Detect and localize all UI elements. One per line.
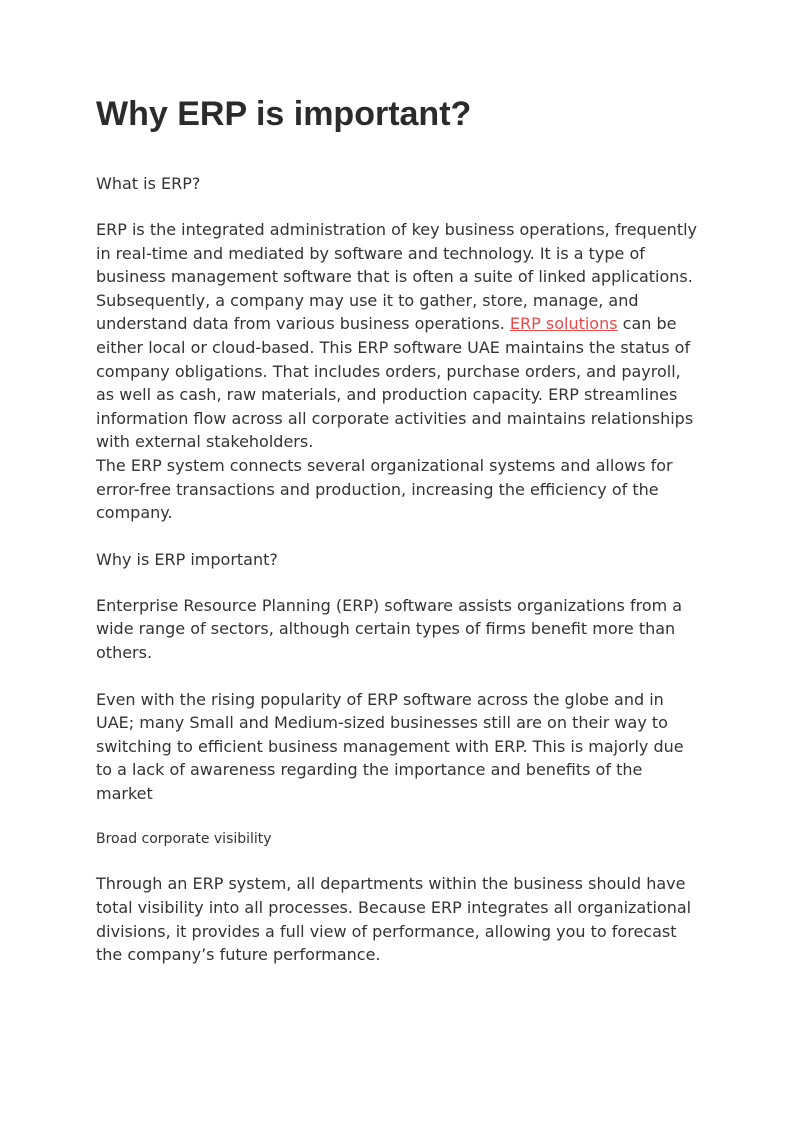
section-heading-what-is-erp: What is ERP? — [96, 174, 201, 193]
paragraph-visibility: Through an ERP system, all departments within the business should have total visibility into all processes. Because ERP integrates all organizational divisions, it provides a full view of performance, allowing you to forecast the company’s future performance. — [96, 874, 692, 965]
section-heading-why-erp: Why is ERP important? — [96, 549, 278, 569]
paragraph-erp-definition — [96, 218, 702, 454]
page-title: Why ERP is important? — [96, 95, 472, 133]
paragraph-text: ERP is the integrated administration of key business operations, frequently in real-time and mediated by software and technology. It is a type of business management software that is often a suite of linked applications. Subsequently, a company may use it to gather, store, manage, and understand data from various business operations. — [96, 220, 697, 334]
paragraph-text: can be either local or cloud-based. This ERP software UAE maintains the status of company obligations. That includes orders, purchase orders, and payroll, as well as cash, raw materials, and production capacity. ERP streamlines information flow across all corporate activities and maintains relationships with external stakeholders. — [96, 314, 694, 452]
paragraph-erp-system: The ERP system connects several organizational systems and allows for error-free transactions and production, increasing the efficiency of the company. — [96, 455, 673, 523]
paragraph-erp-assists: Enterprise Resource Planning (ERP) software assists organizations from a wide range of sectors, although certain types of firms benefit more than others. — [96, 595, 683, 662]
document-page — [96, 92, 702, 990]
paragraph-erp-popularity: Even with the rising popularity of ERP software across the globe and in UAE; many Small and Medium-sized businesses still are on their way to switching to efficient business management with ERP. This is majorly due to a lack of awareness regarding the importance and benefits of the market — [96, 689, 684, 803]
erp-solutions-link[interactable]: ERP solutions — [509, 314, 618, 334]
section-heading-visibility: Broad corporate visibility — [96, 831, 272, 848]
